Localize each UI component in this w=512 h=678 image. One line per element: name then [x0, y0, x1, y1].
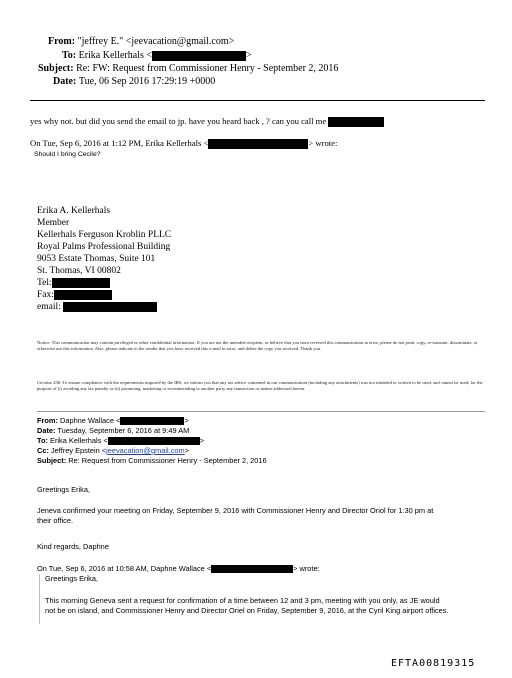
redaction-block	[208, 139, 308, 149]
quote1-body: Should I bring Cecile?	[34, 151, 101, 158]
signature-tel: Tel:	[37, 277, 171, 289]
forwarded-header	[37, 416, 267, 466]
redaction-block	[152, 51, 246, 61]
document-id: EFTA00819315	[391, 658, 476, 669]
forwarded-divider	[37, 411, 485, 412]
signature-firm: Kellerhals Ferguson Kroblin PLLC	[37, 230, 172, 240]
quote2-body: This morning Geneva sent a request for confirmation of a time between 12 and 3 pm, meeting with you only, as JE would not be on island, and Commissioner Henry and Director Oriel on Friday, September 9, 2016, at the Cyril King airport offices.	[45, 596, 449, 615]
signature-street: 9053 Estate Thomas, Suite 101	[37, 254, 156, 264]
redaction-block	[108, 437, 200, 445]
confidentiality-notice: Notice: This communication may contain privileged or other confidential information. If you are not the intended recipient, or believe that you have received this communication in error, please do not print, copy, re-transmit, disseminate, or otherwise use this information. Also, please indicate to the sender that you have received this e-mail in error, and delete the copy you received. Thank you.	[37, 340, 478, 351]
quote1-intro: On Tue, Sep 6, 2016 at 1:12 PM, Erika Kellerhals < > wrote:	[30, 138, 338, 148]
header-from-value: "jeffrey E." <jeevacation@gmail.com>	[77, 36, 235, 47]
header-divider	[30, 100, 485, 101]
quote2-greeting: Greetings Erika,	[45, 574, 98, 583]
forwarded-from: From: Daphne Wallace < >	[37, 416, 189, 425]
redaction-block	[54, 290, 112, 300]
signature-name: Erika A. Kellerhals	[37, 206, 111, 216]
signature-email: email:	[37, 301, 171, 313]
quote2-bar	[39, 574, 40, 624]
forwarded-subject: Subject: Re: Request from Commissioner Henry - September 2, 2016	[37, 456, 267, 465]
signature-title: Member	[37, 218, 70, 228]
forwarded-to: To: Erika Kellerhals < >	[37, 436, 205, 445]
forwarded-body: Jeneva confirmed your meeting on Friday, September 9, 2016 with Commissioner Henry and Director Oriol for 1:30 pm at their office.	[37, 506, 434, 525]
reply-body: yes why not. but did you send the email to jp. have you heard back , ? can you call me	[30, 116, 384, 127]
redaction-block	[63, 302, 157, 312]
header-subject: Subject: Re: FW: Request from Commissioner Henry - September 2, 2016	[38, 63, 339, 74]
cc-email-link[interactable]: jeevacation@gmail.com	[106, 446, 185, 455]
signature-fax: Fax:	[37, 289, 171, 301]
forwarded-date: Date: Tuesday, September 6, 2016 at 9:49 AM	[37, 426, 190, 435]
quote2-intro: On Tue, Sep 6, 2016 at 10:58 AM, Daphne Wallace < > wrote:	[37, 564, 320, 573]
forwarded-greeting: Greetings Erika,	[37, 485, 90, 494]
header-to: To: Erika Kellerhals < >	[62, 50, 252, 61]
redaction-block	[120, 417, 184, 425]
header-from: From: "jeffrey E." <jeevacation@gmail.com>	[48, 36, 235, 47]
signature-building: Royal Palms Professional Building	[37, 242, 171, 252]
header-date: Date: Tue, 06 Sep 2016 17:29:19 +0000	[53, 76, 216, 87]
signature-city: St. Thomas, VI 00802	[37, 266, 121, 276]
redaction-block	[52, 278, 110, 288]
redaction-block	[328, 117, 384, 127]
circular230-notice: Circular 230: To ensure compliance with the requirements imposed by the IRS, we inform you that any tax advice contained in our communication (including any attachments) was not intended or written to be used, and cannot be used, for the purpose of (i) avoiding any tax penalty or (ii) promoting, marketing or recommending to another party any transaction or matter addressed herein.	[37, 380, 483, 391]
forwarded-cc: Cc: Jeffrey Epstein <jeevacation@gmail.com>	[37, 446, 190, 455]
signature-block	[37, 205, 171, 313]
redaction-block	[211, 565, 293, 573]
forwarded-signoff: Kind regards, Daphne	[37, 542, 109, 551]
